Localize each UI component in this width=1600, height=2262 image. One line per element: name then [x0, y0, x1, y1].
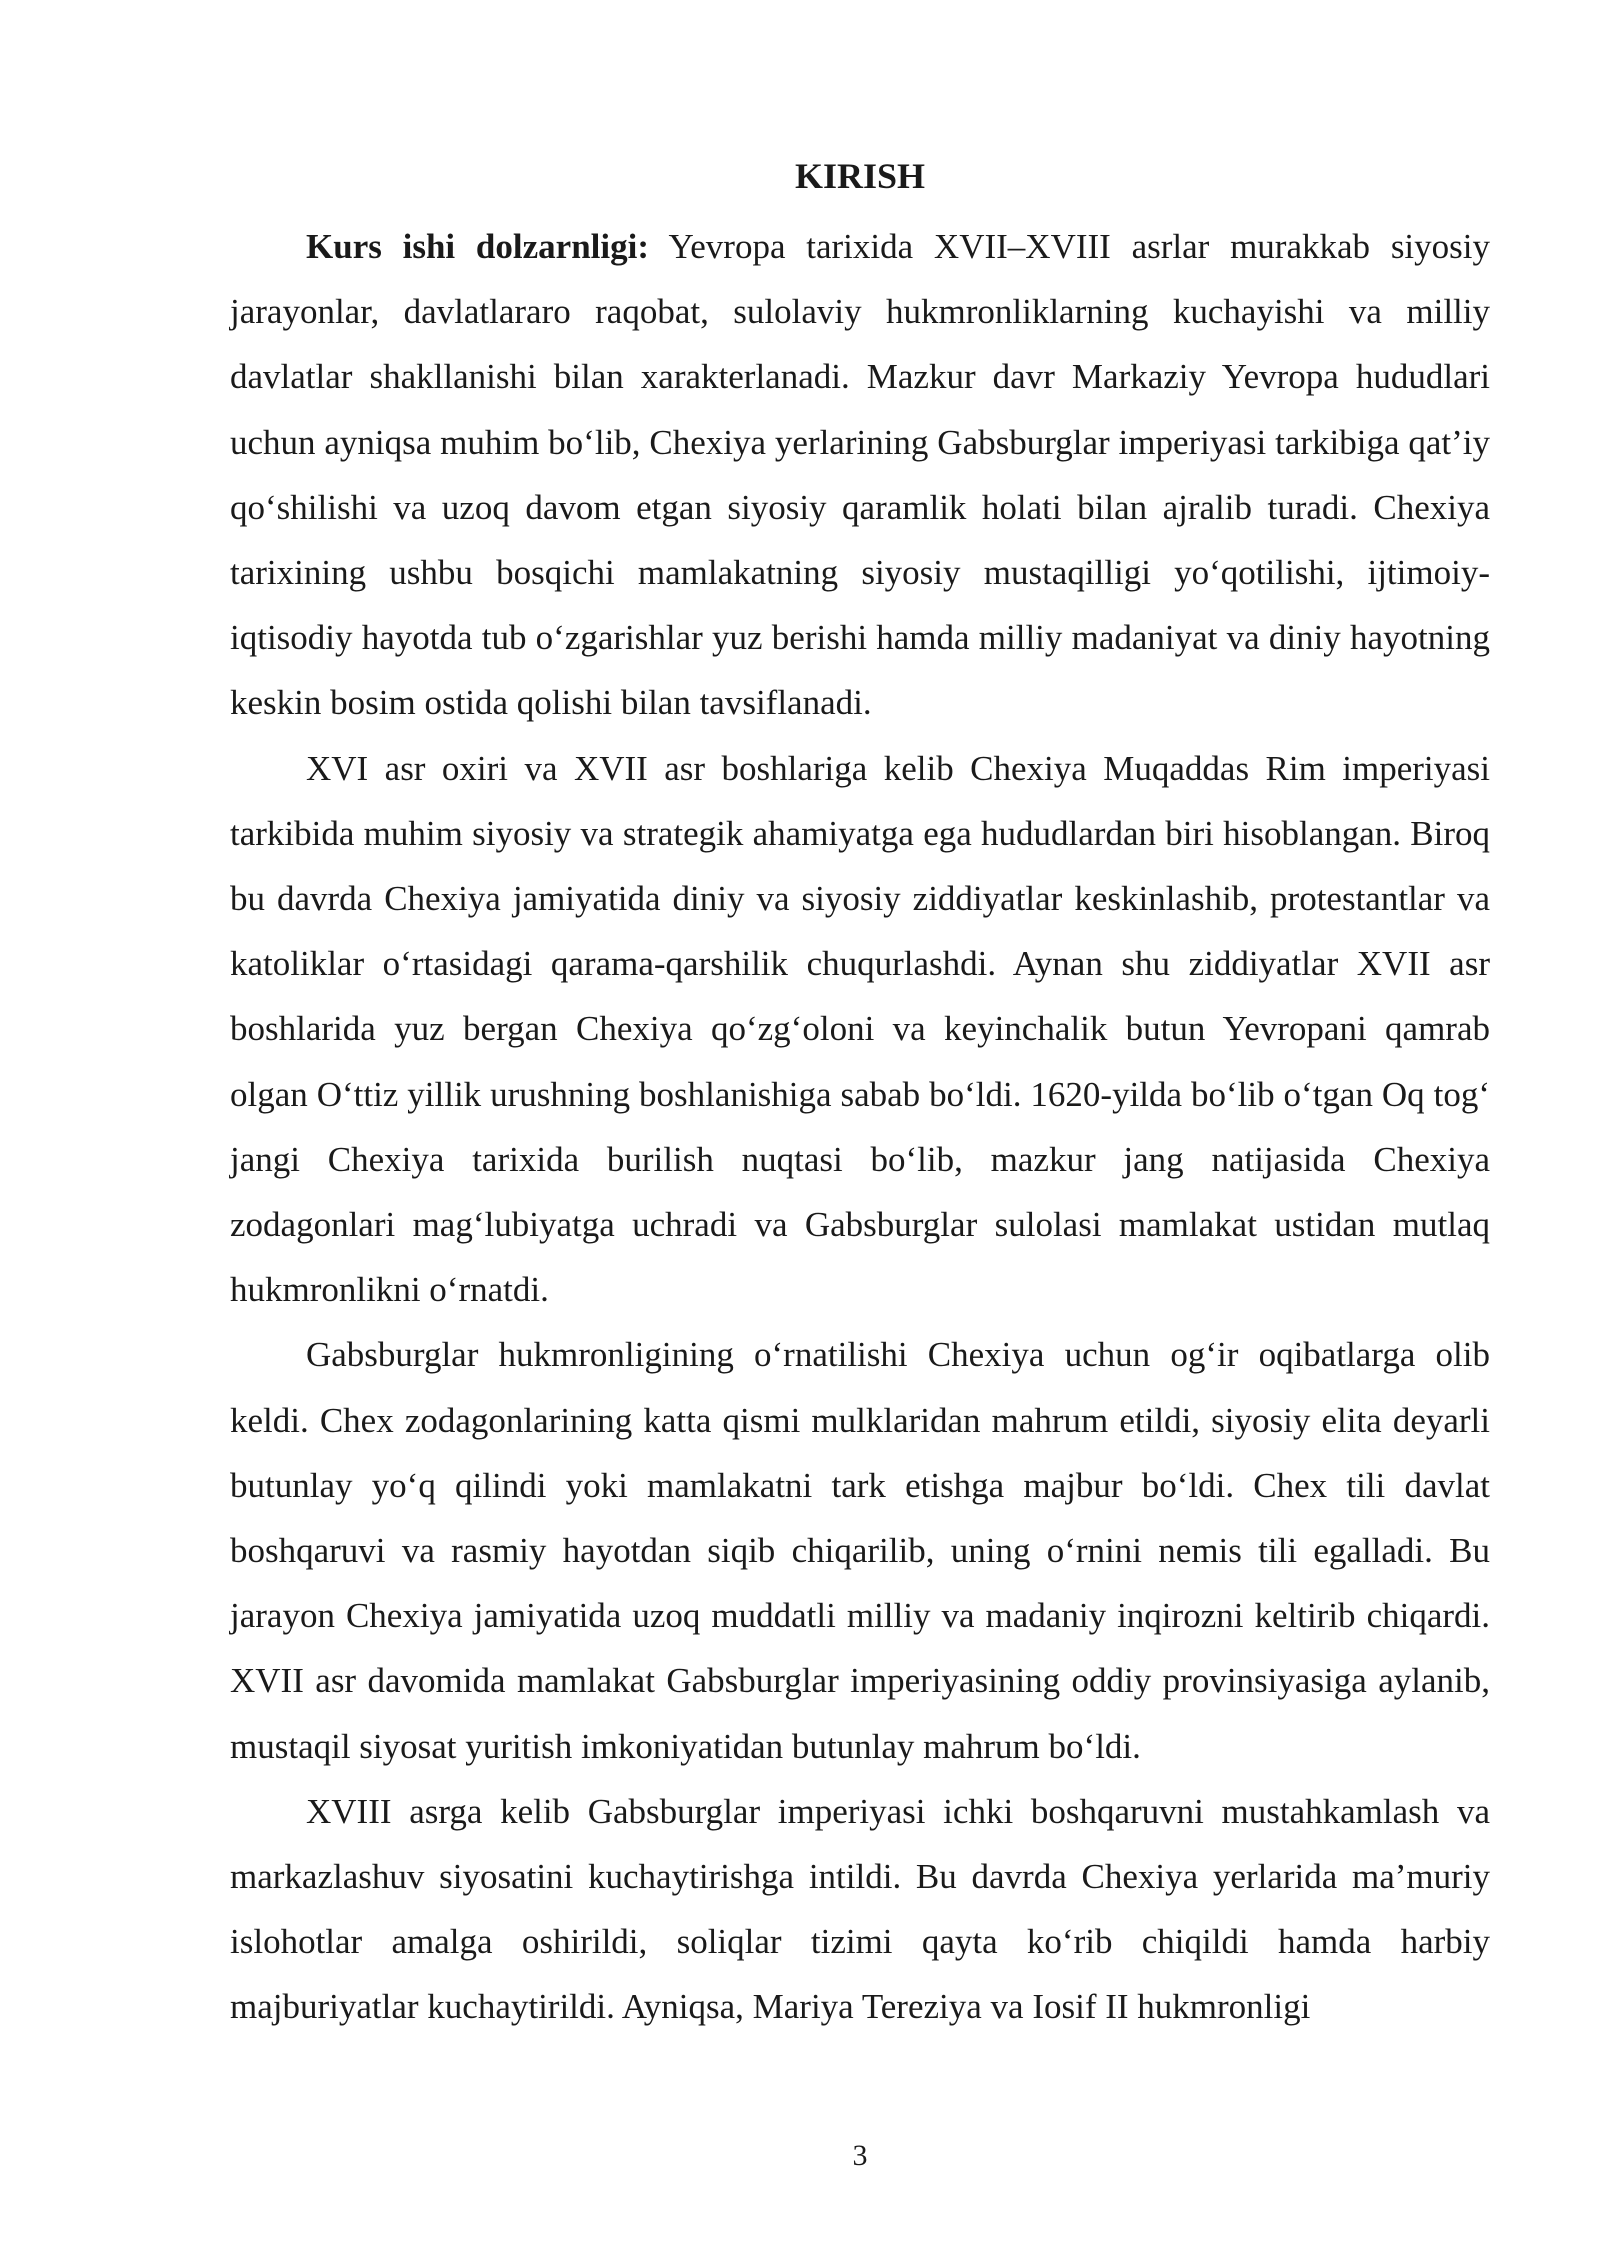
page-number: 3 [852, 2139, 868, 2172]
paragraph-2 [230, 736, 1490, 1323]
page-title: KIRISH [794, 156, 926, 196]
paragraph-4 [230, 1779, 1490, 2040]
paragraph-3 [230, 1322, 1490, 1778]
paragraph-text: Gabsburglar hukmronligining o‘rnatilishi Chexiya uchun og‘ir oqibatlarga olib keldi. Chex zodagonlarining katta qismi mulklaridan mahrum etildi, siyosiy elita deyarli butunlay yo‘q qilindi yoki mamlakatni tark etishga majbur bo‘ldi. Chex tili davlat boshqaruvi va rasmiy hayotdan siqib chiqarilib, uning o‘rnini nemis tili egalladi. Bu jarayon Chexiya jamiyatida uzoq muddatli milliy va madaniy inqirozni keltirib chiqardi. XVII asr davomida mamlakat Gabsburglar imperiyasining oddiy provinsiyasiga aylanib, mustaqil siyosat yuritish imkoniyatidan butunlay mahrum bo‘ldi. [230, 1335, 1490, 1766]
paragraph-text: XVIII asrga kelib Gabsburglar imperiyasi ichki boshqaruvni mustahkamlash va markazlashuv siyosatini kuchaytirishga intildi. Bu davrda Chexiya yerlarida ma’muriy islohotlar amalga oshirildi, soliqlar tizimi qayta ko‘rib chiqildi hamda harbiy majburiyatlar kuchaytirildi. Ayniqsa, Mariya Tereziya va Iosif II hukmronligi [230, 1791, 1490, 2027]
paragraph-1 [230, 214, 1490, 736]
paragraph-lead: Kurs ishi dolzarnligi: [306, 227, 649, 266]
document-page [230, 150, 1490, 2040]
paragraph-text: Yevropa tarixida XVII–XVIII asrlar murakkab siyosiy jarayonlar, davlatlararo raqobat, sulolaviy hukmronliklarning kuchayishi va milliy davlatlar shakllanishi bilan xarakterlanadi. Mazkur davr Markaziy Yevropa hududlari uchun ayniqsa muhim bo‘lib, Chexiya yerlarining Gabsburglar imperiyasi tarkibiga qat’iy qo‘shilishi va uzoq davom etgan siyosiy qaramlik holati bilan ajralib turadi. Chexiya tarixining ushbu bosqichi mamlakatning siyosiy mustaqilligi yo‘qotilishi, ijtimoiy-iqtisodiy hayotda tub o‘zgarishlar yuz berishi hamda milliy madaniyat va diniy hayotning keskin bosim ostida qolishi bilan tavsiflanadi. [230, 227, 1491, 723]
paragraph-text: XVI asr oxiri va XVII asr boshlariga kelib Chexiya Muqaddas Rim imperiyasi tarkibida muhim siyosiy va strategik ahamiyatga ega hududlardan biri hisoblangan. Biroq bu davrda Chexiya jamiyatida diniy va siyosiy ziddiyatlar keskinlashib, protestantlar va katoliklar o‘rtasidagi qarama-qarshilik chuqurlashdi. Aynan shu ziddiyatlar XVII asr boshlarida yuz bergan Chexiya qo‘zg‘oloni va keyinchalik butun Yevropani qamrab olgan O‘ttiz yillik urushning boshlanishiga sabab bo‘ldi. 1620-yilda bo‘lib o‘tgan Oq tog‘ jangi Chexiya tarixida burilish nuqtasi bo‘lib, mazkur jang natijasida Chexiya zodagonlari mag‘lubiyatga uchradi va Gabsburglar sulolasi mamlakat ustidan mutlaq hukmronlikni o‘rnatdi. [230, 748, 1490, 1310]
